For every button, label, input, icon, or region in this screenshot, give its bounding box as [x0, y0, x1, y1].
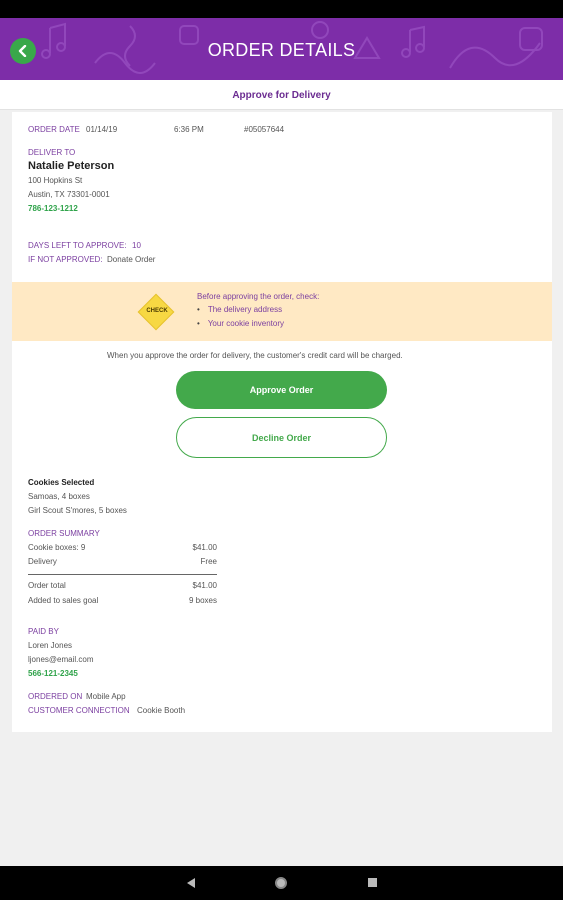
total-row-label: Order total [28, 581, 66, 590]
cookie-item: Girl Scout S'mores, 5 boxes [28, 506, 127, 515]
nav-back-icon[interactable] [187, 878, 195, 888]
ordered-on-value: Mobile App [86, 692, 126, 701]
recipient-name: Natalie Peterson [28, 160, 115, 172]
nav-recents-icon[interactable] [368, 878, 377, 887]
page-title: ORDER DETAILS [207, 40, 356, 60]
approve-order-button[interactable]: Approve Order [176, 371, 387, 409]
notice-list [197, 303, 284, 331]
days-left-value: 10 [132, 241, 141, 250]
order-date: 01/14/19 [86, 125, 118, 134]
cookies-heading: Cookies Selected [28, 478, 95, 487]
payer-phone[interactable]: 566-121-2345 [28, 669, 78, 678]
status-bar [0, 0, 563, 18]
notice-item: • Your cookie inventory [197, 317, 284, 331]
days-left-label: DAYS LEFT TO APPROVE: [28, 241, 127, 250]
paid-by-label: PAID BY [28, 627, 59, 636]
total-row-label: Added to sales goal [28, 596, 99, 605]
deliver-to-label: DELIVER TO [28, 148, 76, 157]
if-not-approved-value: Donate Order [107, 255, 156, 264]
order-summary-heading: ORDER SUMMARY [28, 529, 100, 538]
charge-note: When you approve the order for delivery, the customer's credit card will be charged. [107, 351, 403, 360]
app-header [0, 18, 563, 80]
nav-home-icon[interactable] [275, 877, 287, 889]
order-number: #05057644 [244, 125, 285, 134]
total-row-value: 9 boxes [188, 596, 217, 605]
ordered-on-label: ORDERED ON [28, 692, 83, 701]
summary-divider [28, 574, 217, 575]
payer-email[interactable]: ljones@email.com [28, 655, 94, 664]
order-date-label: ORDER DATE [28, 125, 80, 134]
summary-row-label: Delivery [28, 557, 57, 566]
cookie-item: Samoas, 4 boxes [28, 492, 90, 501]
order-time: 6:36 PM [174, 125, 204, 134]
address-line-2: Austin, TX 73301-0001 [28, 190, 110, 199]
check-notice [12, 282, 552, 341]
if-not-approved-label: IF NOT APPROVED: [28, 255, 103, 264]
total-row-value: $41.00 [192, 581, 217, 590]
subheader-title: Approve for Delivery [0, 80, 563, 110]
check-badge-label: CHECK [146, 308, 168, 314]
summary-row-label: Cookie boxes: 9 [28, 543, 86, 552]
summary-row-value: Free [200, 557, 217, 566]
decline-order-button[interactable]: Decline Order [176, 417, 387, 458]
summary-row-value: $41.00 [192, 543, 217, 552]
address-line-1: 100 Hopkins St [28, 176, 83, 185]
customer-connection-label: CUSTOMER CONNECTION [28, 706, 130, 715]
order-card [12, 112, 552, 732]
payer-name: Loren Jones [28, 641, 73, 650]
android-nav-bar [0, 866, 563, 900]
notice-intro: Before approving the order, check: [197, 292, 320, 301]
recipient-phone[interactable]: 786-123-1212 [28, 204, 78, 213]
notice-item: • The delivery address [197, 303, 284, 317]
customer-connection-value: Cookie Booth [137, 706, 186, 715]
